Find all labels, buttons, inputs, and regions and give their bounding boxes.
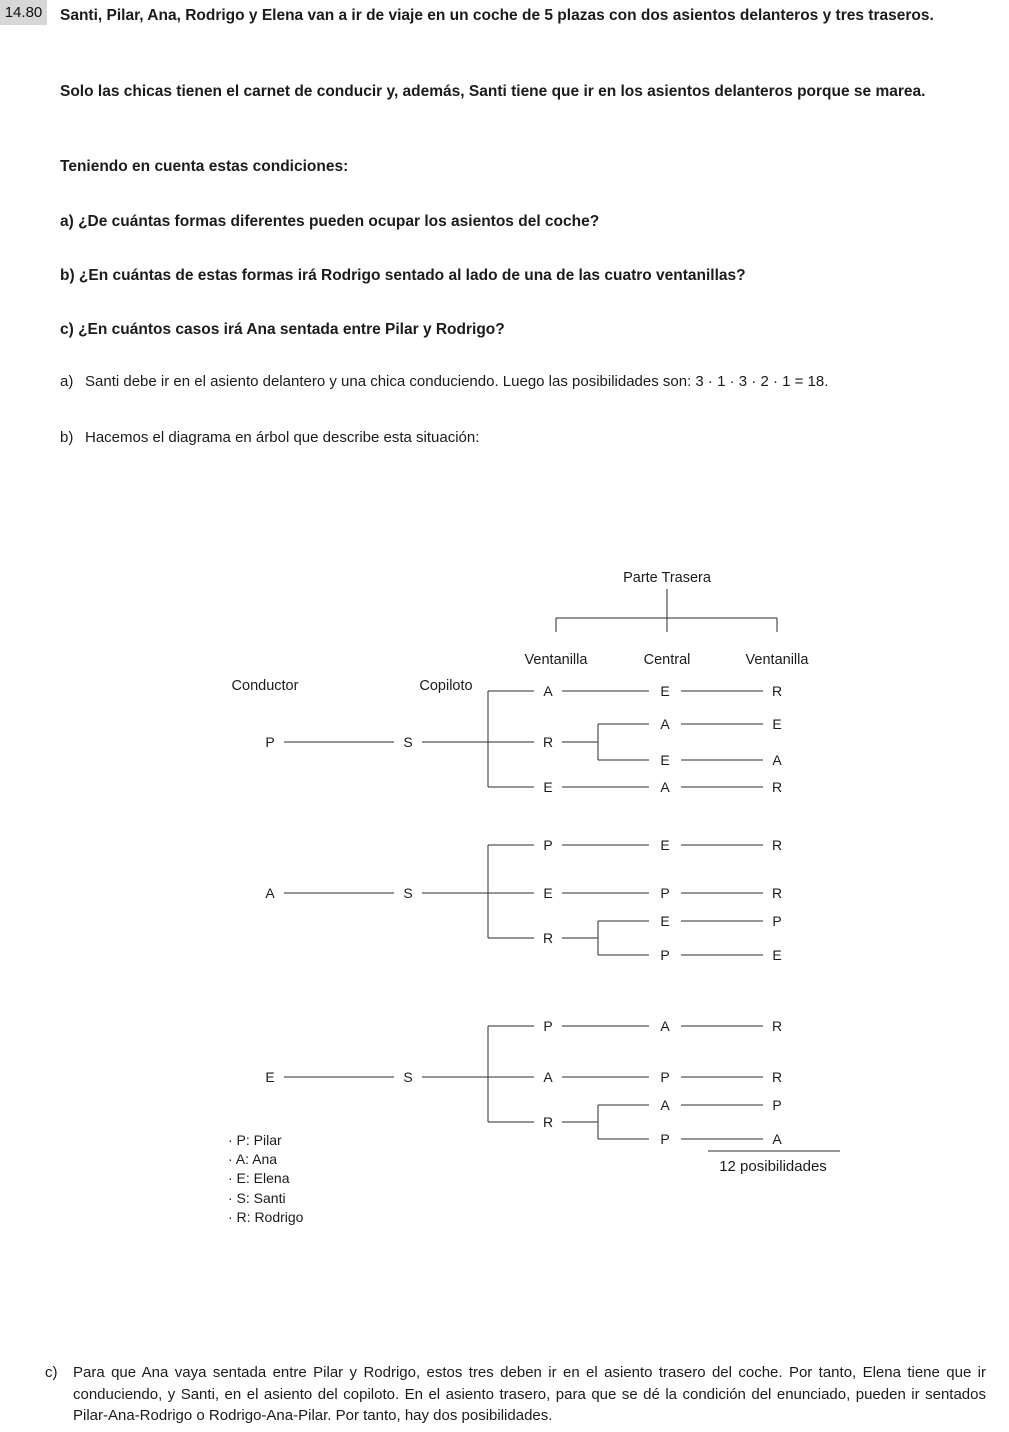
solution-b: [60, 428, 972, 448]
solution-a: [60, 372, 972, 392]
tree-node: R: [771, 683, 783, 699]
tree-lines-group-3: [284, 1026, 763, 1139]
total-label: 12 posibilidades: [719, 1158, 827, 1175]
tree-node: R: [542, 734, 554, 750]
tree-node: E: [660, 913, 670, 929]
rear-bracket-lines: [556, 589, 777, 632]
tree-node: E: [265, 1069, 275, 1085]
tree-node: S: [403, 1069, 413, 1085]
solution-b-label: b): [60, 429, 74, 446]
exercise-number: 14.80: [0, 0, 47, 25]
tree-node: A: [772, 1131, 782, 1147]
tree-node: R: [771, 885, 783, 901]
tree-node: R: [542, 930, 554, 946]
tree-node: P: [772, 913, 782, 929]
column-header-copilot: Copiloto: [419, 678, 473, 694]
tree-node: E: [660, 837, 670, 853]
tree-node: A: [265, 885, 275, 901]
column-header-conductor: Conductor: [231, 678, 299, 694]
tree-node: E: [772, 716, 782, 732]
rear-section-title: Parte Trasera: [623, 570, 711, 586]
tree-lines-group-2: [284, 845, 763, 955]
tree-node: P: [660, 885, 670, 901]
question-c: c) ¿En cuántos casos irá Ana sentada entre Pilar y Rodrigo?: [60, 321, 505, 338]
tree-node: E: [543, 885, 553, 901]
tree-node: S: [403, 734, 413, 750]
legend-item: · A: Ana: [228, 1151, 278, 1167]
tree-node: P: [265, 734, 275, 750]
legend-item: · R: Rodrigo: [228, 1209, 304, 1225]
legend-item: · E: Elena: [228, 1170, 290, 1186]
tree-node: R: [771, 1018, 783, 1034]
legend-item: · P: Pilar: [228, 1132, 282, 1148]
tree-node: P: [660, 947, 670, 963]
tree-node: A: [660, 1018, 670, 1034]
column-header-window-left: Ventanilla: [524, 652, 588, 668]
legend-item: · S: Santi: [228, 1190, 286, 1206]
tree-diagram: [200, 560, 900, 1240]
solution-c-label: c): [45, 1364, 58, 1381]
tree-node: R: [771, 837, 783, 853]
tree-node: R: [542, 1114, 554, 1130]
tree-node: E: [660, 683, 670, 699]
tree-node: A: [543, 1069, 553, 1085]
problem-statement-3: Teniendo en cuenta estas condiciones:: [60, 158, 349, 175]
problem-statement-2: Solo las chicas tienen el carnet de conducir y, además, Santi tiene que ir en los asientos delanteros porque se marea.: [60, 83, 926, 100]
tree-node: A: [660, 1097, 670, 1113]
tree-node: P: [660, 1069, 670, 1085]
solution-a-label: a): [60, 373, 74, 390]
tree-node: P: [543, 837, 553, 853]
tree-node: A: [543, 683, 553, 699]
tree-node: P: [772, 1097, 782, 1113]
tree-node: A: [660, 779, 670, 795]
tree-lines-group-1: [284, 691, 763, 787]
tree-node: E: [772, 947, 782, 963]
tree-node: P: [660, 1131, 670, 1147]
tree-node: A: [772, 752, 782, 768]
problem-statement-1: Santi, Pilar, Ana, Rodrigo y Elena van a ir de viaje en un coche de 5 plazas con dos asientos delanteros y tres traseros.: [60, 7, 934, 24]
tree-node: E: [543, 779, 553, 795]
tree-node: E: [660, 752, 670, 768]
question-a: a) ¿De cuántas formas diferentes pueden ocupar los asientos del coche?: [60, 213, 600, 230]
solution-c: [45, 1362, 986, 1427]
solution-c-text: Para que Ana vaya sentada entre Pilar y Rodrigo, estos tres deben ir en el asiento trasero del coche. Por tanto, Elena tiene que ir conduciendo, y Santi, en el asiento del copiloto. En el asiento trasero, para que se dé la condición del enunciado, pueden ir sentados Pilar-Ana-Rodrigo o Rodrigo-Ana-Pilar. Por tanto, hay dos posibilidades.: [73, 1364, 986, 1424]
column-header-central: Central: [643, 652, 691, 668]
tree-node: P: [543, 1018, 553, 1034]
question-b: b) ¿En cuántas de estas formas irá Rodrigo sentado al lado de una de las cuatro ventanillas?: [60, 267, 746, 284]
column-header-window-right: Ventanilla: [745, 652, 809, 668]
solution-a-text: Santi debe ir en el asiento delantero y una chica conduciendo. Luego las posibilidades son: 3 · 1 · 3 · 2 · 1 = 18.: [85, 373, 829, 390]
tree-node: R: [771, 779, 783, 795]
tree-node: S: [403, 885, 413, 901]
tree-node: A: [660, 716, 670, 732]
solution-b-text: Hacemos el diagrama en árbol que describe esta situación:: [85, 429, 480, 446]
tree-node: R: [771, 1069, 783, 1085]
